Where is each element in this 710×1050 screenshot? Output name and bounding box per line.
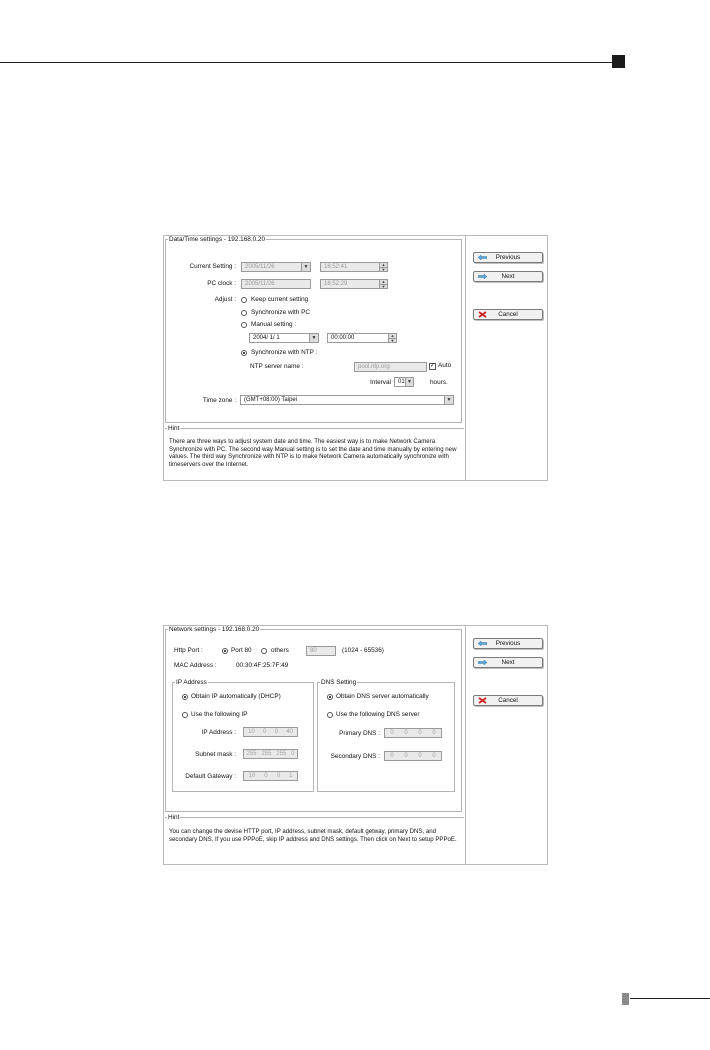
auto-label: Auto	[438, 362, 452, 369]
gateway-octet: 10	[248, 773, 256, 779]
ip-octet: 0	[263, 729, 267, 735]
previous-button[interactable]	[473, 252, 543, 263]
gateway-octet: 0	[276, 773, 281, 779]
button-column-separator	[465, 236, 466, 480]
http-port-label: Http Port :	[174, 647, 203, 654]
pc-clock-time-field	[320, 279, 388, 289]
dns-octet: 0	[432, 730, 436, 736]
radio-others[interactable]	[261, 648, 267, 654]
footer-rule	[630, 998, 710, 999]
interval-value: 01	[398, 379, 405, 385]
spinner-icon[interactable]: ▲ ▼	[388, 334, 396, 342]
manual-time-value: 00:00:00	[331, 335, 355, 341]
radio-dns-manual[interactable]	[327, 712, 333, 718]
header-square-mark	[612, 55, 625, 68]
ntp-server-value: pool.ntp.org	[358, 364, 390, 370]
chevron-down-icon[interactable]: ▼	[405, 378, 413, 386]
others-port-input[interactable]	[306, 646, 336, 656]
manual-date-select[interactable]	[249, 333, 319, 343]
current-setting-time-field	[320, 262, 388, 272]
subnet-mask-label: Subnet mask :	[195, 751, 236, 758]
cancel-button[interactable]	[473, 309, 543, 320]
current-setting-time-value: 16:52:41	[324, 264, 348, 270]
cancel-button-label: Cancel	[498, 311, 518, 318]
dns-group-title: DNS Setting	[321, 679, 357, 686]
ip-octet: 40	[286, 729, 293, 735]
auto-checkbox[interactable]: ✓	[430, 363, 436, 369]
ip-group-title: IP Address	[176, 679, 207, 686]
sync-ntp-label: Synchronize with NTP :	[251, 349, 318, 356]
ip-octet: 10	[248, 729, 255, 735]
previous-button-label: Previous	[495, 254, 521, 261]
default-gateway-input[interactable]	[243, 771, 298, 781]
dns-octet: 0	[390, 753, 394, 759]
hint-text: There are three ways to adjust system date and time. The easiest way is to make Network Camera Synchronize with PC. The second way Manual setting is to set the date and time manually by entering new values. The third way Synchronize with NTP is to make Network Camera automatically synchronize with timeservers over the Internet.	[169, 438, 457, 468]
radio-sync-ntp[interactable]	[241, 350, 247, 356]
hint-title: Hint	[168, 425, 180, 432]
ntp-server-label: NTP server name :	[250, 363, 304, 370]
button-column-separator	[465, 626, 466, 864]
interval-label: Interval	[370, 379, 391, 386]
pc-clock-date-value: 2005/11/26	[245, 281, 275, 287]
previous-button-label: Previous	[495, 640, 521, 647]
others-port-value: 80	[310, 648, 317, 654]
gateway-octet: 0	[264, 773, 268, 779]
others-label: others	[271, 647, 289, 654]
ip-address-label: IP Address :	[201, 729, 236, 736]
subnet-octet: 255	[246, 751, 257, 757]
dns-manual-label: Use the following DNS server	[336, 711, 420, 718]
pc-clock-date-field	[241, 279, 311, 289]
dns-octet: 0	[418, 753, 422, 759]
header-rule	[0, 62, 612, 63]
radio-manual-setting[interactable]	[241, 322, 247, 328]
ip-octet: 0	[274, 729, 278, 735]
interval-select[interactable]	[394, 377, 414, 387]
port-range-label: (1024 - 65536)	[342, 647, 384, 654]
keep-current-label: Keep current setting	[251, 296, 309, 303]
pc-clock-label: PC clock :	[207, 280, 236, 287]
ip-manual-label: Use the following IP	[191, 711, 248, 718]
sync-pc-label: Synchronize with PC	[251, 309, 310, 316]
timezone-select[interactable]	[240, 395, 454, 405]
default-gateway-label: Default Gateway :	[185, 773, 236, 780]
secondary-dns-label: Secondary DNS :	[330, 753, 380, 760]
manual-date-value: 2004/ 1/ 1	[253, 335, 280, 341]
hint-title: Hint	[168, 814, 180, 821]
dns-octet: 0	[418, 730, 422, 736]
secondary-dns-input[interactable]	[384, 751, 442, 761]
cancel-button[interactable]	[473, 695, 543, 706]
cancel-button-label: Cancel	[498, 697, 518, 704]
radio-sync-pc[interactable]	[241, 310, 247, 316]
spinner-icon: ▲ ▼	[379, 263, 387, 271]
timezone-label: Time zone :	[202, 397, 236, 404]
next-button-label: Next	[501, 659, 515, 666]
adjust-label: Adjust :	[214, 296, 236, 303]
datetime-settings-panel	[163, 235, 548, 481]
port-80-label: Port 80	[231, 647, 252, 654]
radio-ip-manual[interactable]	[182, 712, 188, 718]
current-setting-label: Current Setting :	[189, 263, 236, 270]
datetime-group-title: Data/Time settings - 192.168.0.20	[169, 236, 266, 243]
mac-address-value: 00:30:4F:25:7F:49	[236, 662, 289, 669]
dns-auto-label: Obtain DNS server automatically	[336, 693, 429, 700]
footer-square-mark	[622, 993, 629, 1005]
primary-dns-input[interactable]	[384, 728, 442, 738]
radio-keep-current[interactable]	[241, 297, 247, 303]
dns-octet: 0	[404, 753, 408, 759]
dns-octet: 0	[390, 730, 394, 736]
pc-clock-time-value: 16:52:29	[324, 281, 348, 287]
primary-dns-label: Primary DNS :	[339, 730, 380, 737]
network-group-title: Network settings - 192.168.0.20	[169, 626, 260, 633]
hours-label: hours.	[430, 379, 448, 386]
subnet-octet: 0	[291, 751, 295, 757]
ip-address-input[interactable]	[243, 727, 298, 737]
next-button[interactable]	[473, 657, 543, 668]
network-settings-panel	[163, 625, 548, 865]
previous-button[interactable]	[473, 638, 543, 649]
next-button[interactable]	[473, 271, 543, 282]
spinner-icon: ▲ ▼	[379, 280, 387, 288]
radio-ip-dhcp[interactable]	[182, 694, 188, 700]
chevron-down-icon[interactable]: ▼	[309, 334, 318, 342]
current-setting-date-field	[241, 262, 311, 272]
manual-setting-label: Manual setting :	[251, 321, 297, 328]
subnet-octet: 255	[261, 751, 272, 757]
dns-octet: 0	[404, 730, 408, 736]
dns-octet: 0	[432, 753, 436, 759]
radio-dns-auto[interactable]	[327, 694, 333, 700]
gateway-octet: 1	[289, 773, 293, 779]
ntp-server-input[interactable]	[354, 362, 427, 372]
chevron-down-icon[interactable]: ▼	[444, 396, 453, 404]
mac-address-label: MAC Address :	[174, 662, 217, 669]
next-button-label: Next	[501, 273, 515, 280]
subnet-octet: 255	[276, 751, 287, 757]
timezone-value: (GMT+08:00) Taipei	[244, 397, 298, 403]
ip-dhcp-label: Obtain IP automatically (DHCP)	[191, 693, 281, 700]
hint-text: You can change the devise HTTP port, IP address, subnet mask, default getway, primary DNS, and secondary DNS. If you use PPPoE, skip IP address and DNS settings. Then click on Next to setup PPPoE.	[169, 828, 457, 843]
chevron-down-icon: ▼	[301, 263, 310, 271]
subnet-mask-input[interactable]	[243, 749, 298, 759]
current-setting-date-value: 2005/11/26	[245, 264, 275, 270]
manual-time-field[interactable]	[327, 333, 397, 343]
radio-port-80[interactable]	[222, 648, 228, 654]
